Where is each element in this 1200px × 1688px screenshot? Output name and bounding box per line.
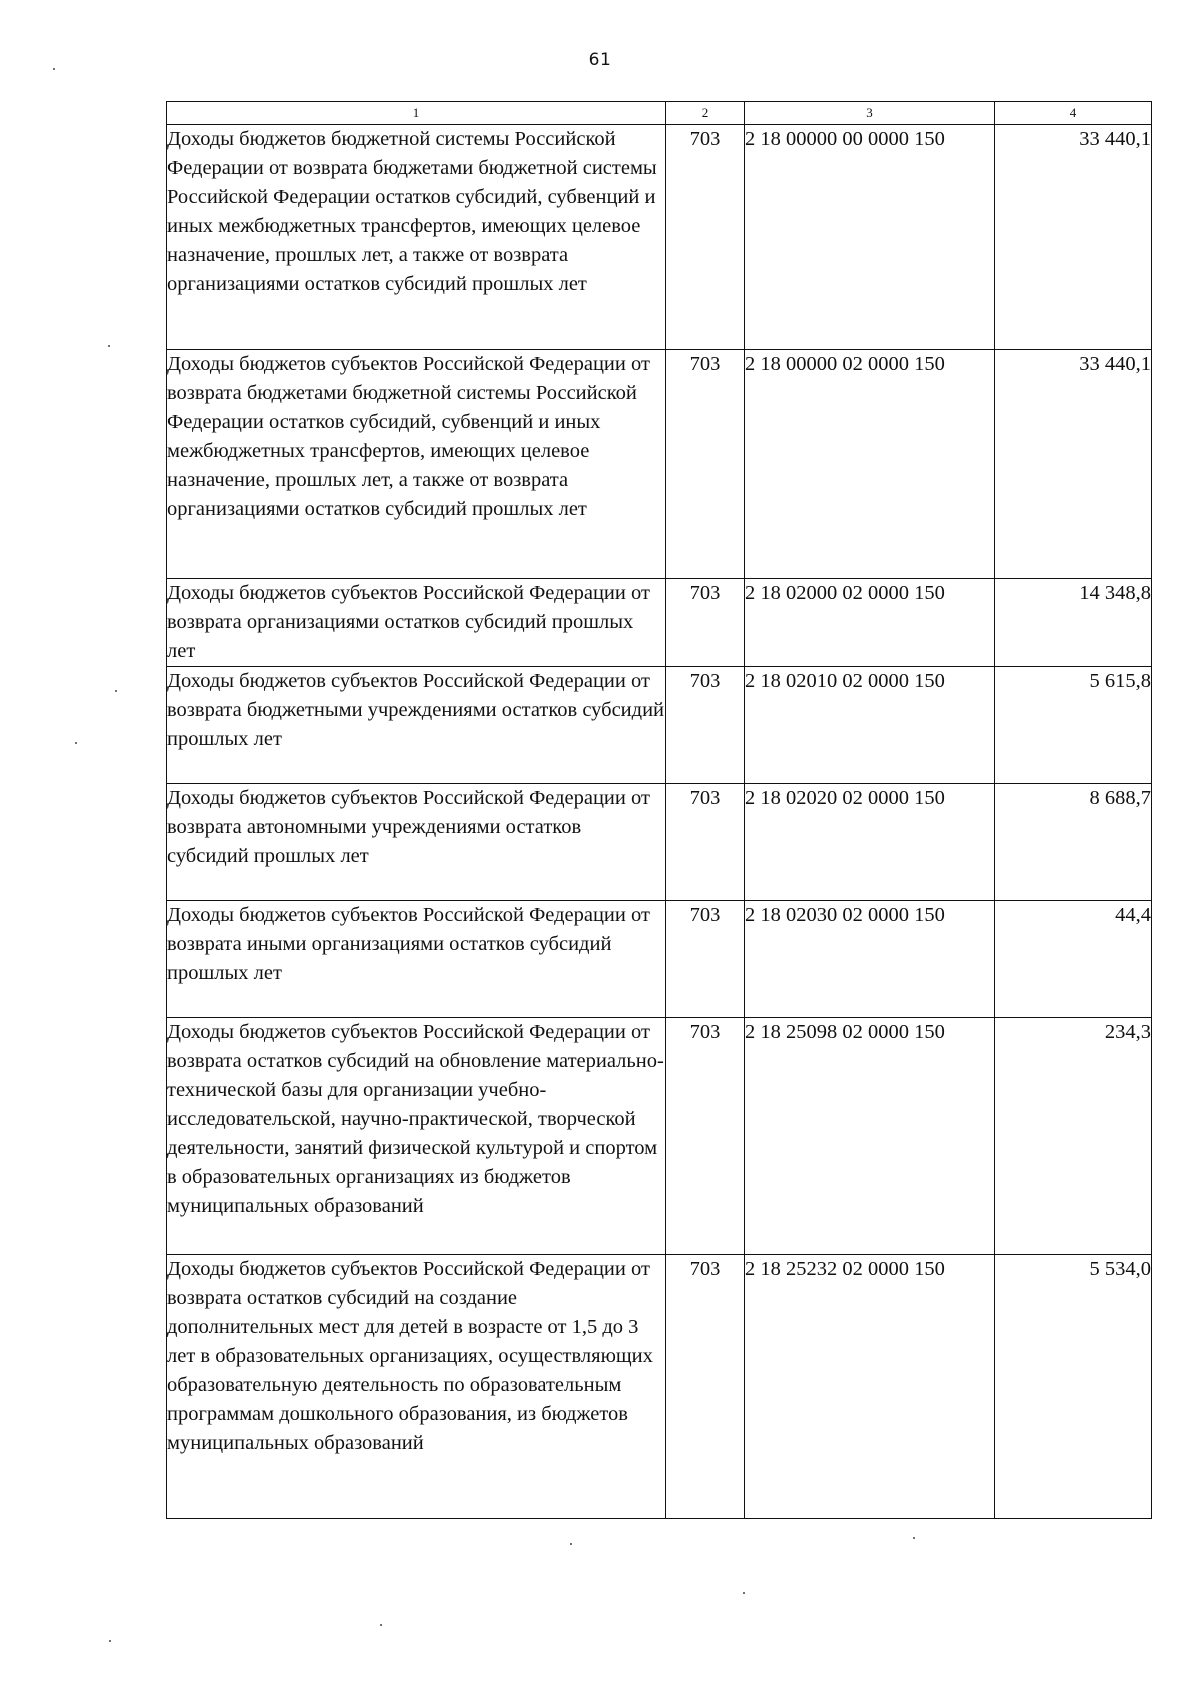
table-row (167, 350, 1152, 579)
scan-speck (380, 1624, 382, 1626)
table-row (167, 667, 1152, 784)
scan-speck (75, 742, 77, 744)
row-income-code: 2 18 02000 02 0000 150 (745, 579, 995, 667)
header-col-3: 3 (745, 102, 995, 125)
row-admin-code: 703 (666, 667, 745, 784)
scan-speck (913, 1537, 915, 1539)
row-amount: 234,3 (995, 1018, 1152, 1255)
table-row (167, 1018, 1152, 1255)
row-admin-code: 703 (666, 125, 745, 350)
scan-speck (570, 1543, 572, 1545)
table-row (167, 784, 1152, 901)
row-income-code: 2 18 02020 02 0000 150 (745, 784, 995, 901)
row-description: Доходы бюджетов субъектов Российской Федерации от возврата бюджетами бюджетной системы Российской Федерации остатков субсидий, субвенций и иных межбюджетных трансфертов, имеющих целевое назначение, прошлых лет, а также от возврата организациями остатков субсидий прошлых лет (167, 350, 666, 579)
row-amount: 8 688,7 (995, 784, 1152, 901)
budget-revenue-table (166, 101, 1152, 1519)
row-income-code: 2 18 00000 00 0000 150 (745, 125, 995, 350)
row-amount: 5 615,8 (995, 667, 1152, 784)
row-income-code: 2 18 00000 02 0000 150 (745, 350, 995, 579)
scan-speck (108, 345, 110, 347)
row-income-code: 2 18 25098 02 0000 150 (745, 1018, 995, 1255)
row-description: Доходы бюджетов субъектов Российской Федерации от возврата организациями остатков субсидий прошлых лет (167, 579, 666, 667)
row-admin-code: 703 (666, 784, 745, 901)
row-amount: 14 348,8 (995, 579, 1152, 667)
row-amount: 5 534,0 (995, 1255, 1152, 1519)
table-header-row (167, 102, 1152, 125)
row-description: Доходы бюджетов субъектов Российской Федерации от возврата автономными учреждениями остатков субсидий прошлых лет (167, 784, 666, 901)
row-amount: 33 440,1 (995, 125, 1152, 350)
row-admin-code: 703 (666, 901, 745, 1018)
scan-speck (53, 68, 55, 70)
row-amount: 44,4 (995, 901, 1152, 1018)
row-description: Доходы бюджетов субъектов Российской Федерации от возврата остатков субсидий на обновление материально-технической базы для организации учебно-исследовательской, научно-практической, творческой деятельности, занятий физической культурой и спортом в образовательных организациях из бюджетов муниципальных образований (167, 1018, 666, 1255)
header-col-2: 2 (666, 102, 745, 125)
row-admin-code: 703 (666, 1018, 745, 1255)
table-row (167, 579, 1152, 667)
row-description: Доходы бюджетов субъектов Российской Федерации от возврата остатков субсидий на создание дополнительных мест для детей в возрасте от 1,5 до 3 лет в образовательных организациях, осуществляющих образовательную деятельность по образовательным программам дошкольного образования, из бюджетов муниципальных образований (167, 1255, 666, 1519)
row-description: Доходы бюджетов субъектов Российской Федерации от возврата иными организациями остатков субсидий прошлых лет (167, 901, 666, 1018)
table-row (167, 901, 1152, 1018)
row-income-code: 2 18 25232 02 0000 150 (745, 1255, 995, 1519)
row-admin-code: 703 (666, 1255, 745, 1519)
table-row (167, 125, 1152, 350)
page-number: 61 (588, 50, 612, 70)
header-col-1: 1 (167, 102, 666, 125)
row-description: Доходы бюджетов бюджетной системы Российской Федерации от возврата бюджетами бюджетной системы Российской Федерации остатков субсидий, субвенций и иных межбюджетных трансфертов, имеющих целевое назначение, прошлых лет, а также от возврата организациями остатков субсидий прошлых лет (167, 125, 666, 350)
row-description: Доходы бюджетов субъектов Российской Федерации от возврата бюджетными учреждениями остатков субсидий прошлых лет (167, 667, 666, 784)
row-income-code: 2 18 02030 02 0000 150 (745, 901, 995, 1018)
row-admin-code: 703 (666, 579, 745, 667)
row-income-code: 2 18 02010 02 0000 150 (745, 667, 995, 784)
table-row (167, 1255, 1152, 1519)
scan-speck (115, 690, 117, 692)
row-admin-code: 703 (666, 350, 745, 579)
scan-speck (109, 1640, 111, 1642)
row-amount: 33 440,1 (995, 350, 1152, 579)
scan-speck (743, 1592, 745, 1594)
header-col-4: 4 (995, 102, 1152, 125)
